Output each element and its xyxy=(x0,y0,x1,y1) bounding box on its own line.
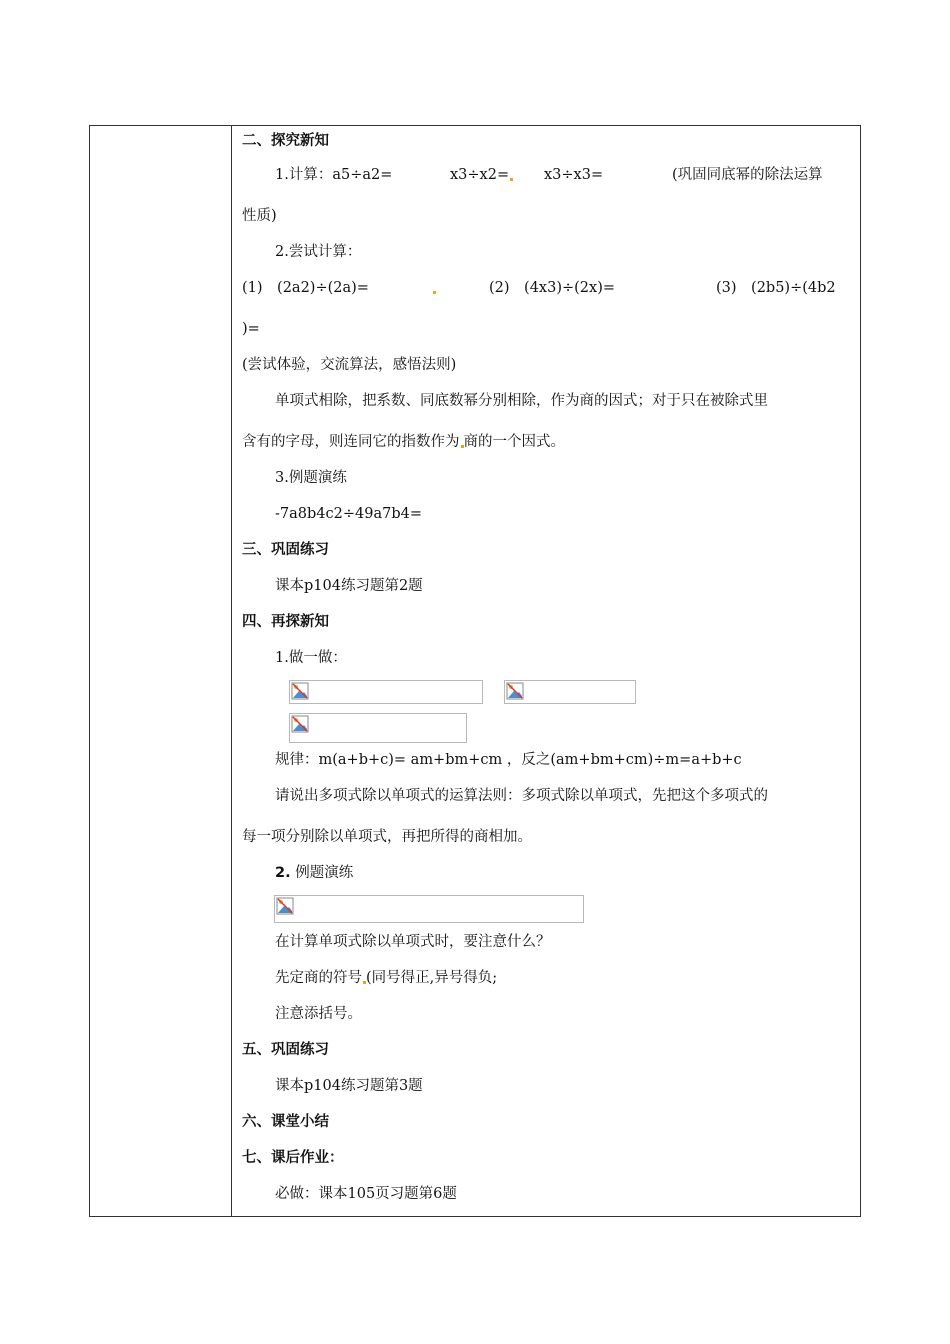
example-2-number: 2. xyxy=(275,865,291,881)
try-1-wrap xyxy=(242,278,369,298)
calc-line xyxy=(275,165,392,185)
try-label: 2.尝试计算： xyxy=(275,244,362,260)
law-line: 规律：m(a+b+c)= am+bm+cm ，反之(am+bm+cm)÷m=a+b+c xyxy=(275,752,742,768)
rule-line-2b: 商的一个因式。 xyxy=(463,434,565,450)
rule-line-1: 单项式相除，把系数、同底数幂分别相除，作为商的因式；对于只在被除式里 xyxy=(275,393,768,409)
section-3-text: 课本p104练习题第2题 xyxy=(275,578,423,594)
example-label: 3.例题演练 xyxy=(275,470,347,486)
example-2-line xyxy=(275,863,353,883)
broken-image-icon xyxy=(291,715,309,733)
calc-note: (巩固同底幂的除法运算 xyxy=(672,167,823,183)
image-placeholder xyxy=(274,895,584,923)
try-2: (2) (4x3)÷(2x)= xyxy=(489,280,615,296)
image-placeholder xyxy=(504,680,636,704)
poly-rule-1: 请说出多项式除以单项式的运算法则：多项式除以单项式，先把这个多项式的 xyxy=(275,788,768,804)
calc-c: x3÷x3= xyxy=(544,167,604,183)
example-expr: -7a8b4c2÷49a7b4= xyxy=(275,506,422,522)
try-3-cont: )= xyxy=(242,321,260,337)
section-5-text: 课本p104练习题第3题 xyxy=(275,1078,423,1094)
broken-image-icon xyxy=(506,682,524,700)
lesson-table xyxy=(89,125,861,1217)
image-placeholder xyxy=(289,680,483,704)
attention-answer-2: 注意添括号。 xyxy=(275,1006,362,1022)
answer-1b: (同号得正,异号得负; xyxy=(366,970,498,986)
section-3-heading: 三、巩固练习 xyxy=(242,542,329,558)
broken-image-icon xyxy=(276,897,294,915)
broken-image-icon xyxy=(291,682,309,700)
calc-b: x3÷x2= xyxy=(450,167,510,183)
do-label: 1.做一做： xyxy=(275,650,347,666)
try-note: (尝试体验，交流算法，感悟法则) xyxy=(242,357,457,373)
poly-rule-2: 每一项分别除以单项式，再把所得的商相加。 xyxy=(242,829,532,845)
calc-note-cont: 性质) xyxy=(242,208,277,224)
section-6-heading: 六、课堂小结 xyxy=(242,1114,329,1130)
section-4-heading: 四、再探新知 xyxy=(242,614,329,630)
try-1: (1) (2a2)÷(2a)= xyxy=(242,280,369,296)
attention-question: 在计算单项式除以单项式时，要注意什么？ xyxy=(275,934,551,950)
section-2-heading: 二、探究新知 xyxy=(242,133,329,149)
marker-icon xyxy=(432,278,436,298)
rule-line-2 xyxy=(242,432,565,452)
marker-icon xyxy=(510,178,513,181)
section-5-heading: 五、巩固练习 xyxy=(242,1042,329,1058)
attention-answer-1 xyxy=(275,968,497,988)
rule-line-2a: 含有的字母，则连同它的指数作为 xyxy=(242,434,460,450)
image-placeholder xyxy=(289,713,467,743)
example-2-label: 例题演练 xyxy=(295,865,354,881)
section-7-text: 必做：课本105页习题第6题 xyxy=(275,1186,457,1202)
calc-b-wrap xyxy=(450,165,513,185)
section-7-heading: 七、课后作业： xyxy=(242,1150,344,1166)
answer-1a: 先定商的符号 xyxy=(275,970,362,986)
try-3: (3) (2b5)÷(4b2 xyxy=(716,280,836,296)
calc-a: 1.计算：a5÷a2= xyxy=(275,167,393,183)
column-divider xyxy=(231,126,232,1216)
